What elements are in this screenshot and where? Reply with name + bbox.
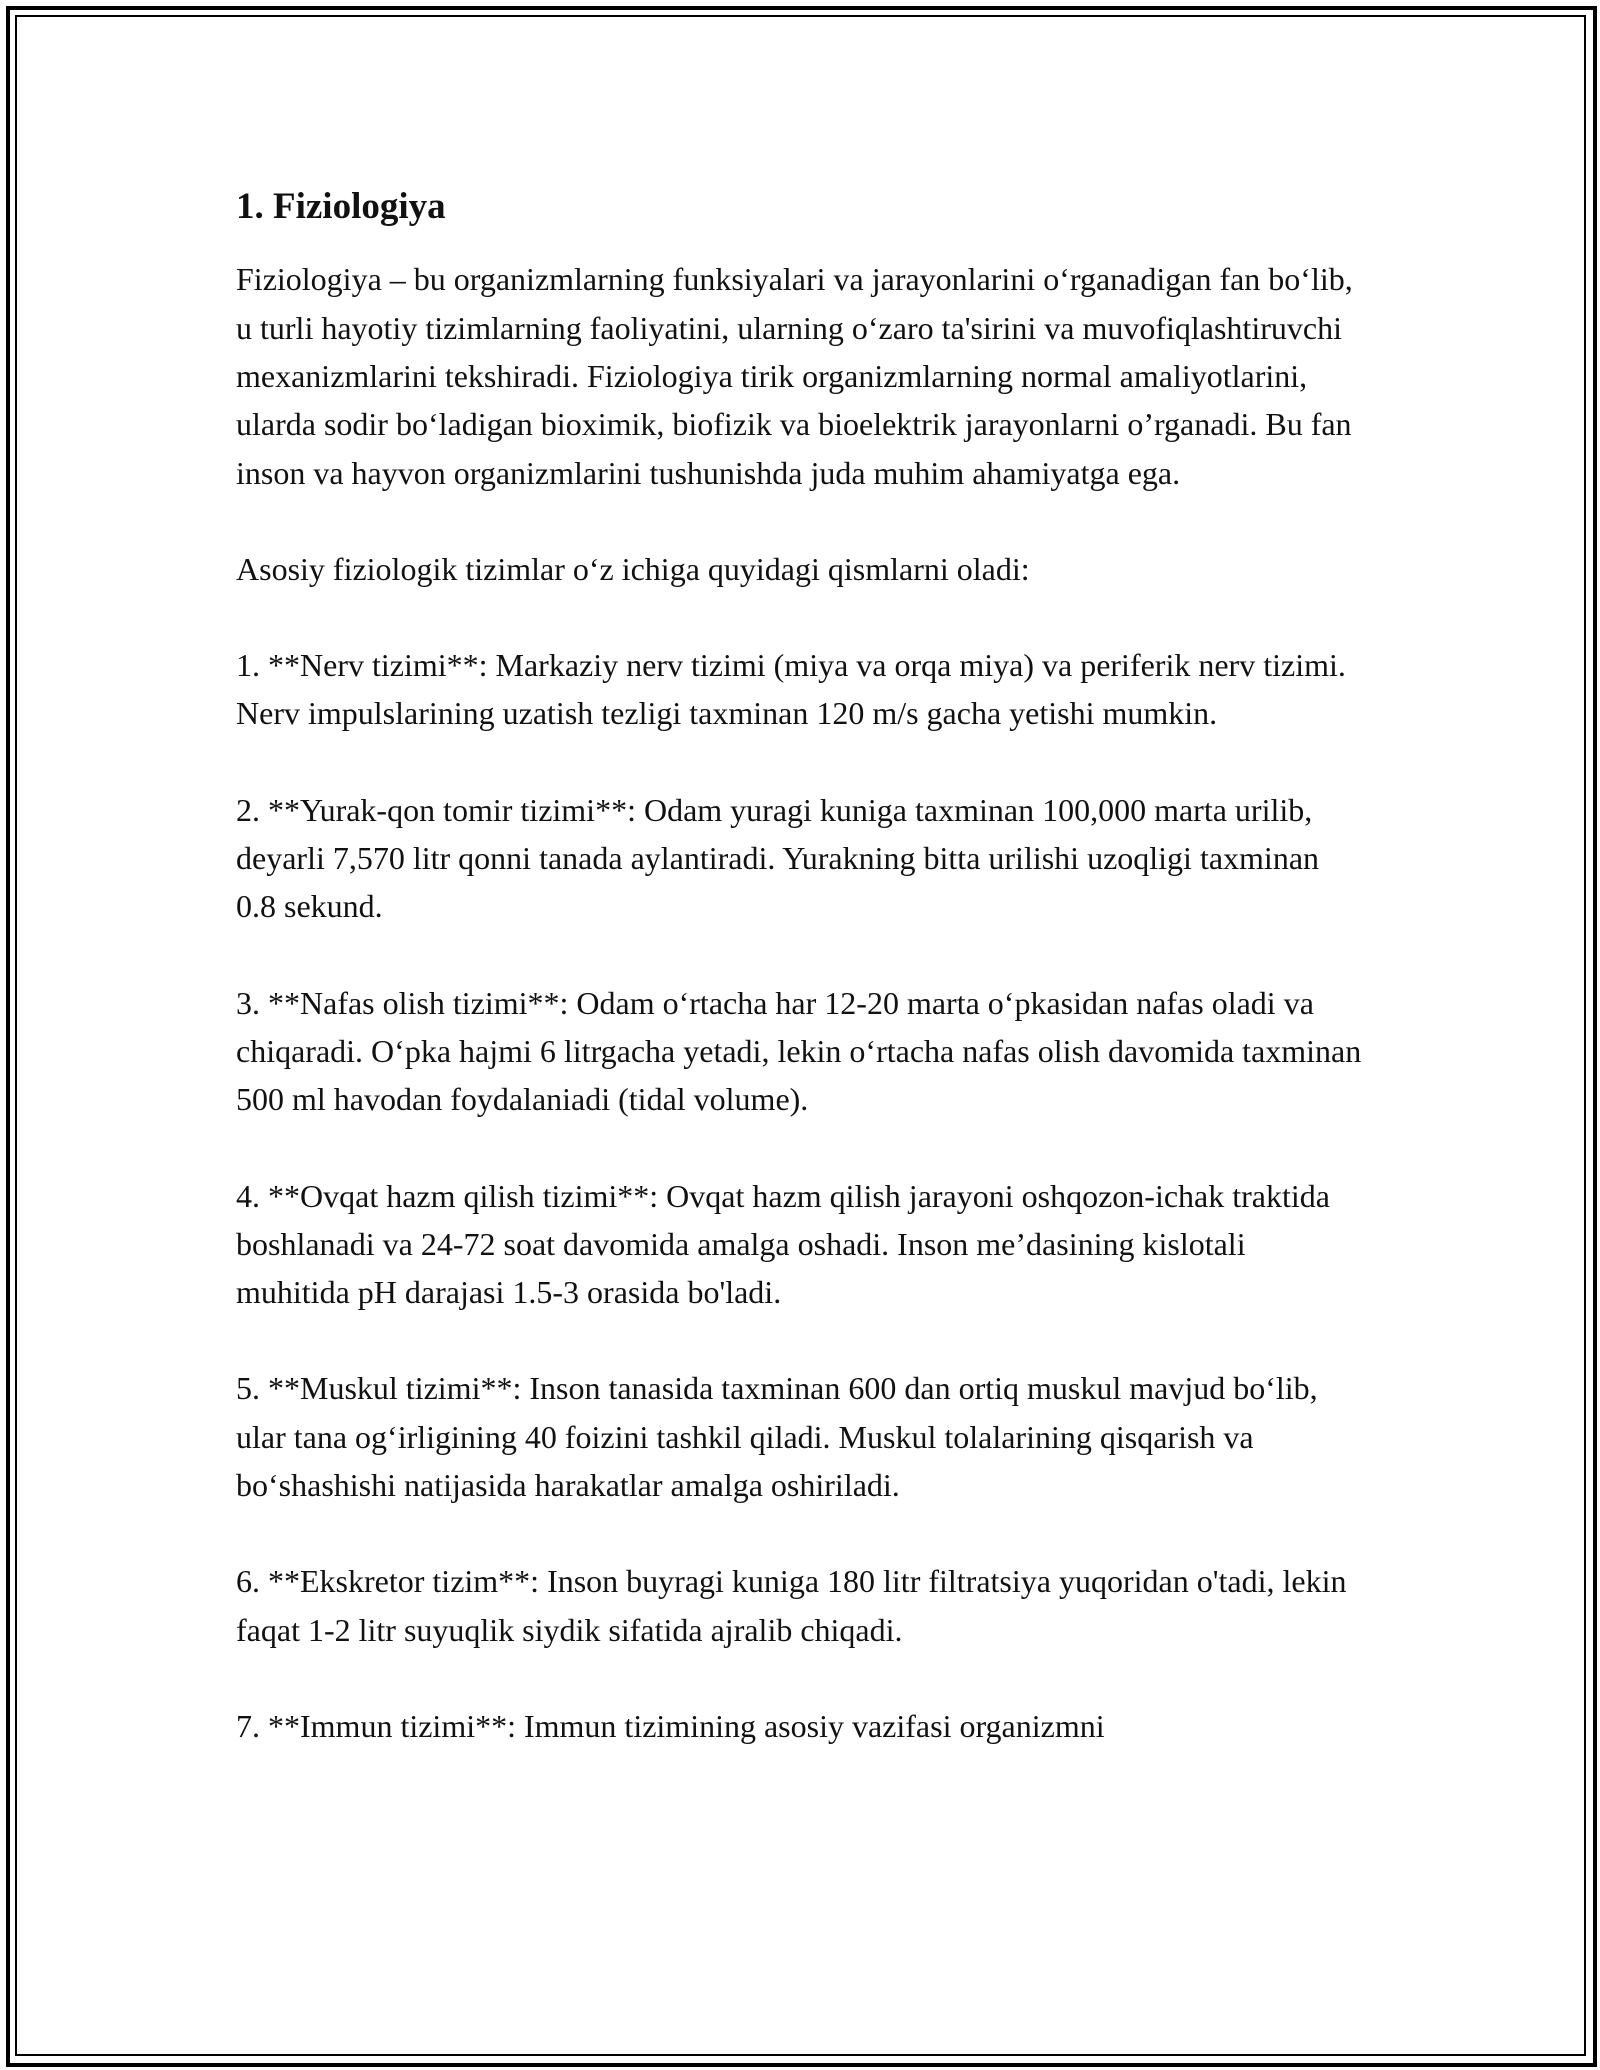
list-item-immun: 7. **Immun tizimi**: Immun tizimining asosiy vazifasi organizmni xyxy=(236,1707,1105,1744)
document-body xyxy=(236,185,1366,1798)
list-item-nafas: 3. **Nafas olish tizimi**: Odam oʻrtacha har 12-20 marta oʻpkasidan nafas oladi va chiqaradi. Oʻpka hajmi 6 litrgacha yetadi, lekin oʻrtacha nafas olish davomida taxminan 500 ml havodan foydalaniadi (tidal volume). xyxy=(236,984,1362,1118)
list-item-ekskretor: 6. **Ekskretor tizim**: Inson buyragi kuniga 180 litr filtratsiya yuqoridan o'tadi, lekin faqat 1-2 litr suyuqlik siydik sifatida ajralib chiqadi. xyxy=(236,1563,1347,1648)
list-item-ovqat: 4. **Ovqat hazm qilish tizimi**: Ovqat hazm qilish jarayoni oshqozon-ichak traktida boshlanadi va 24-72 soat davomida amalga oshadi. Inson me’dasining kislotali muhitida pH darajasi 1.5-3 orasida bo'ladi. xyxy=(236,1177,1330,1311)
intro-paragraph: Fiziologiya – bu organizmlarning funksiyalari va jarayonlarini oʻrganadigan fan boʻlib, u turli hayotiy tizimlarning faoliyatini, ularning oʻzaro ta'sirini va muvofiqlashtiruvchi mexanizmlarini tekshiradi. Fiziologiya tirik organizmlarning normal amaliyotlarini, ularda sodir boʻladigan bioximik, biofizik va bioelektrik jarayonlarni oʼrganadi. Bu fan inson va hayvon organizmlarini tushunishda juda muhim ahamiyatga ega. xyxy=(236,261,1353,491)
list-item-yurak: 2. **Yurak-qon tomir tizimi**: Odam yuragi kuniga taxminan 100,000 marta urilib, deyarli 7,570 litr qonni tanada aylantiradi. Yurakning bitta urilishi uzoqligi taxminan 0.8 sekund. xyxy=(236,791,1320,925)
section-title: 1. Fiziologiya xyxy=(236,186,446,227)
list-item-muskul: 5. **Muskul tizimi**: Inson tanasida taxminan 600 dan ortiq muskul mavjud boʻlib, ular tana ogʻirligining 40 foizini tashkil qiladi. Muskul tolalarining qisqarish va boʻshashishi natijasida harakatlar amalga oshiriladi. xyxy=(236,1370,1318,1504)
list-item-nerv: 1. **Nerv tizimi**: Markaziy nerv tizimi (miya va orqa miya) va periferik nerv tizimi. Nerv impulslarining uzatish tezligi taxminan 120 m/s gacha yetishi mumkin. xyxy=(236,647,1346,732)
systems-intro: Asosiy fiziologik tizimlar oʻz ichiga quyidagi qismlarni oladi: xyxy=(236,550,1030,587)
